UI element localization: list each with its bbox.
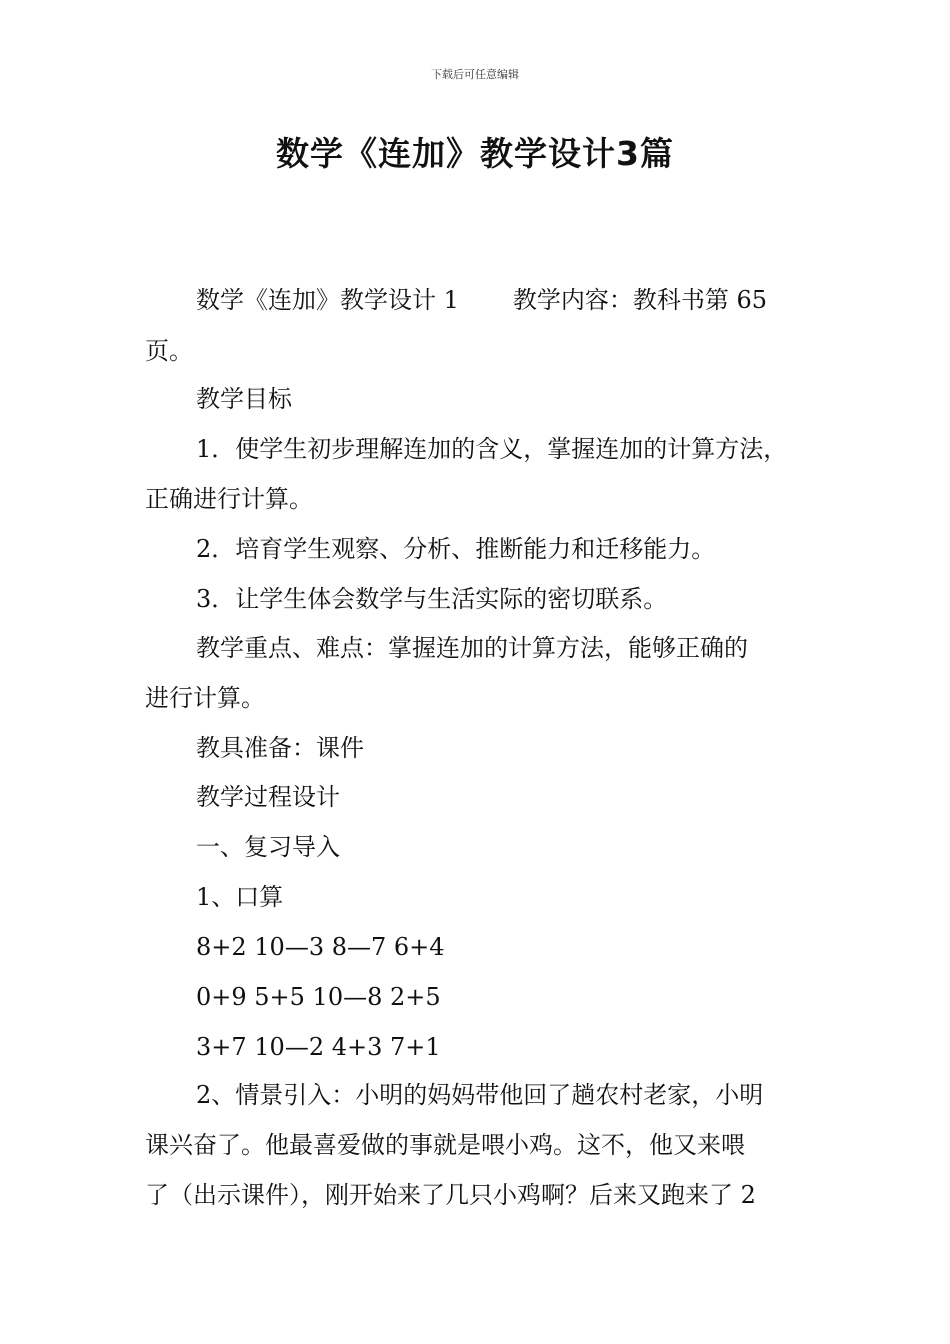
paragraph-line: 1．使学生初步理解连加的含义，掌握连加的计算方法， bbox=[196, 435, 788, 463]
arithmetic-line: 3+7 10—2 4+3 7+1 bbox=[196, 1033, 441, 1061]
paragraph-line: 教具准备：课件 bbox=[196, 734, 364, 762]
page-header-note: 下载后可任意编辑 bbox=[431, 68, 519, 81]
document-title: 数学《连加》教学设计3篇 bbox=[276, 134, 674, 173]
arithmetic-line: 0+9 5+5 10—8 2+5 bbox=[196, 983, 441, 1011]
paragraph-line: 页。 bbox=[145, 337, 193, 365]
teaching-content: 教学内容：教科书第 65 bbox=[512, 286, 768, 314]
paragraph-line: 课兴奋了。他最喜爱做的事就是喂小鸡。这不，他又来喂 bbox=[145, 1131, 745, 1159]
paragraph-line: 2、情景引入：小明的妈妈带他回了趟农村老家，小明 bbox=[196, 1081, 764, 1109]
paragraph-line: 教学重点、难点：掌握连加的计算方法，能够正确的 bbox=[196, 634, 748, 662]
paragraph-line: 2．培育学生观察、分析、推断能力和迁移能力。 bbox=[196, 535, 716, 563]
arithmetic-line: 8+2 10—3 8—7 6+4 bbox=[196, 933, 445, 961]
paragraph-line: 了（出示课件），刚开始来了几只小鸡啊？后来又跑来了 2 bbox=[145, 1181, 756, 1209]
section-heading: 数学《连加》教学设计 1 bbox=[196, 286, 459, 314]
paragraph-line: 教学过程设计 bbox=[196, 783, 340, 811]
paragraph-line: 进行计算。 bbox=[145, 684, 265, 712]
paragraph-line: 1、口算 bbox=[196, 883, 284, 911]
paragraph-line: 3．让学生体会数学与生活实际的密切联系。 bbox=[196, 585, 668, 613]
paragraph-line: 一、复习导入 bbox=[196, 833, 340, 861]
paragraph-line: 教学目标 bbox=[196, 385, 292, 413]
paragraph-line: 正确进行计算。 bbox=[145, 485, 313, 513]
paragraph-line bbox=[196, 285, 767, 315]
